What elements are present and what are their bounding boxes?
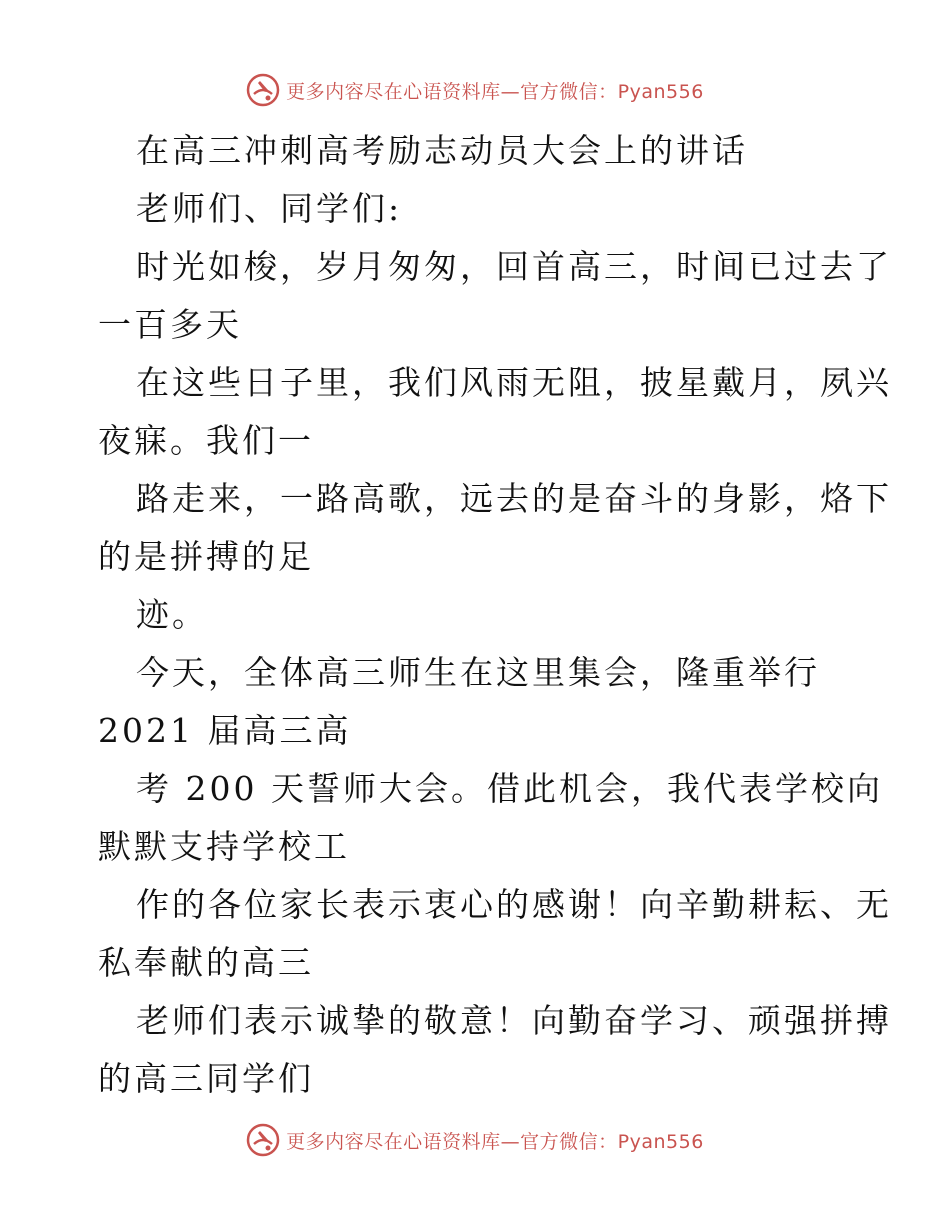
footer-banner xyxy=(0,1120,950,1160)
text-line: 的是拼搏的足 xyxy=(98,537,314,576)
document-body xyxy=(98,122,892,1108)
book-pen-logo-icon xyxy=(246,73,280,107)
text-line: 迹。 xyxy=(136,595,208,634)
text-line: 夜寐。我们一 xyxy=(98,421,314,460)
book-pen-logo-icon xyxy=(246,1123,280,1157)
text-line: 时光如梭，岁月匆匆，回首高三，时间已过去了 xyxy=(136,247,892,286)
salutation: 老师们、同学们: xyxy=(136,189,403,228)
header-banner xyxy=(0,70,950,110)
document-title: 在高三冲刺高考励志动员大会上的讲话 xyxy=(136,131,748,170)
text-line: 的高三同学们 xyxy=(98,1059,314,1098)
text-line: 一百多天 xyxy=(98,305,242,344)
text-line: 今天，全体高三师生在这里集会，隆重举行 xyxy=(136,653,820,692)
banner-text: 更多内容尽在心语资料库—官方微信：Pyan556 xyxy=(286,80,704,103)
banner-text: 更多内容尽在心语资料库—官方微信：Pyan556 xyxy=(286,1130,704,1153)
text-line: 2021 届高三高 xyxy=(98,711,352,750)
text-line: 私奉献的高三 xyxy=(98,943,314,982)
text-line: 默默支持学校工 xyxy=(98,827,350,866)
text-line: 作的各位家长表示衷心的感谢！向辛勤耕耘、无 xyxy=(136,885,892,924)
text-line: 在这些日子里，我们风雨无阻，披星戴月，夙兴 xyxy=(136,363,892,402)
text-line: 路走来，一路高歌，远去的是奋斗的身影，烙下 xyxy=(136,479,892,518)
text-line: 老师们表示诚挚的敬意！向勤奋学习、顽强拼搏 xyxy=(136,1001,892,1040)
text-line: 考 200 天誓师大会。借此机会，我代表学校向 xyxy=(136,769,883,808)
